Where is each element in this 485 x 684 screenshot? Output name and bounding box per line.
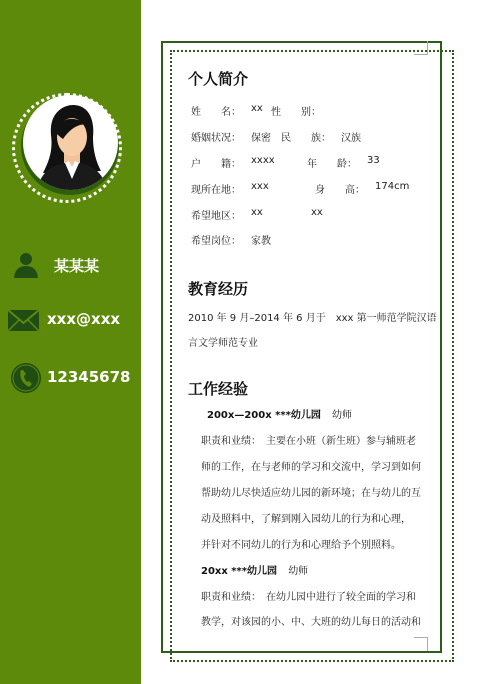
contact-phone: 12345678: [47, 368, 131, 386]
job-line: 职责和业绩： 在幼儿园中进行了较全面的学习和: [201, 592, 416, 603]
job-role: 幼师: [288, 566, 309, 577]
education-line: 2010 年 9 月–2014 年 6 月于 xxx 第一师范学院汉语: [188, 313, 437, 324]
profile-label: 现所在地：: [191, 185, 241, 196]
profile-value: xx: [251, 103, 263, 114]
profile-label: 希望地区：: [191, 211, 241, 222]
contact-email: xxx@xxx: [47, 310, 121, 328]
woman-portrait-icon: [23, 95, 118, 190]
job-line: 动及照料中，了解到刚入园幼儿的行为和心理，: [201, 514, 411, 525]
contact-name: 某某某: [54, 257, 100, 275]
job-heading: [207, 406, 352, 421]
job-period-employer: 200x—200x ***幼儿园: [207, 410, 321, 421]
profile-value: 家教: [251, 236, 271, 247]
education-title: 教育经历: [188, 280, 249, 298]
profile-value: xx: [251, 207, 263, 218]
profile-label: 身 高：: [315, 185, 365, 196]
contact-phone-row: [0, 361, 141, 395]
job-line: 并针对不同幼儿的行为和心理给予个别照料。: [201, 540, 401, 551]
profile-value: 保密: [251, 133, 271, 144]
job-period-employer: 20xx ***幼儿园: [201, 566, 277, 577]
profile-label: 姓 名：: [191, 107, 241, 118]
contact-email-row: [0, 303, 141, 337]
profile-value: 汉族: [341, 133, 361, 144]
profile-label: 户 籍：: [191, 159, 241, 170]
education-line: 言文学师范专业: [188, 338, 258, 349]
envelope-icon: [6, 303, 40, 337]
profile-title: 个人简介: [188, 70, 249, 88]
person-icon: [9, 248, 43, 282]
corner-mark: [414, 637, 428, 651]
profile-value: xxx: [251, 181, 269, 192]
job-role: 幼师: [332, 410, 353, 421]
job-line: 师的工作，在与老师的学习和交流中，学习到如何: [201, 462, 421, 473]
profile-label: 性 别：: [271, 107, 321, 118]
job-line: 职责和业绩： 主要在小班（新生班）参与辅班老: [201, 436, 416, 447]
work-title: 工作经验: [188, 380, 249, 398]
job-line: 教学，对该园的小、中、大班的幼儿每日的活动和: [201, 617, 421, 628]
job-heading: [201, 562, 308, 577]
phone-icon: [9, 361, 43, 395]
profile-value: 33: [367, 155, 380, 166]
profile-label: 婚姻状况：: [191, 133, 241, 144]
profile-value: xx: [311, 207, 323, 218]
contact-name-row: [0, 248, 141, 282]
profile-label: 希望岗位：: [191, 236, 241, 247]
corner-mark: [414, 41, 428, 55]
profile-label: 民 族：: [281, 133, 331, 144]
profile-value: xxxx: [251, 155, 275, 166]
job-line: 帮助幼儿尽快适应幼儿园的新环境；在与幼儿的互: [201, 488, 421, 499]
avatar: [23, 95, 118, 190]
profile-value: 174cm: [375, 181, 410, 192]
profile-label: 年 龄：: [307, 159, 357, 170]
